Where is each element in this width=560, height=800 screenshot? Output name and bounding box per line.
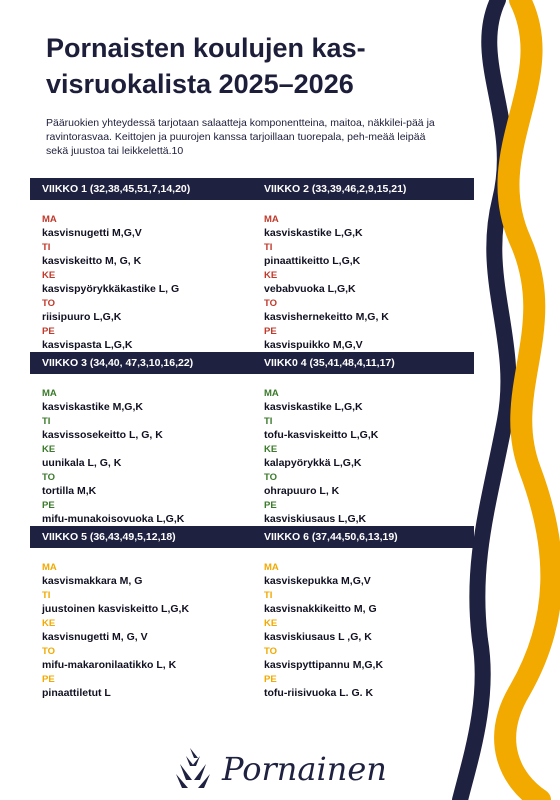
- dish-name: kasvishernekeitto M,G, K: [264, 311, 389, 323]
- dish-name: kasviskeitto M, G, K: [42, 255, 142, 267]
- day-label: PE: [264, 326, 277, 337]
- day-label: TO: [42, 472, 56, 483]
- week-title: VIIKKO 2 (33,39,46,2,9,15,21): [264, 183, 407, 195]
- dish-name: kasvisnugetti M,G,V: [42, 227, 142, 239]
- day-label: TI: [264, 590, 273, 601]
- day-label: KE: [264, 270, 278, 281]
- dish-name: kasvisnakkikeitto M, G: [264, 603, 377, 615]
- day-label: PE: [264, 500, 277, 511]
- day-label: TI: [264, 242, 273, 253]
- dish-name: riisipuuro L,G,K: [42, 311, 122, 323]
- pornainen-logo: [170, 740, 400, 796]
- page-title: Pornaisten koulujen kas-visruokalista 2025–2026: [46, 33, 366, 99]
- day-label: KE: [42, 270, 56, 281]
- dish-name: ohrapuuro L, K: [264, 485, 340, 497]
- day-label: MA: [42, 388, 57, 399]
- week-column: [252, 212, 474, 352]
- week-row: [30, 200, 474, 352]
- day-label: KE: [42, 618, 56, 629]
- day-label: TI: [264, 416, 273, 427]
- week-row: [30, 374, 474, 526]
- day-label: MA: [264, 214, 279, 225]
- day-label: MA: [42, 214, 57, 225]
- day-label: PE: [42, 674, 55, 685]
- week-column: [30, 212, 252, 352]
- dish-name: kasviskastike M,G,K: [42, 401, 143, 413]
- week-column: [252, 560, 474, 700]
- brand-name: Pornainen: [222, 750, 387, 788]
- dish-name: kasviskiusaus L,G,K: [264, 513, 367, 525]
- day-label: TO: [264, 472, 278, 483]
- gold-ribbon: [505, 0, 551, 800]
- week-title: VIIKK0 4 (35,41,48,4,11,17): [264, 357, 395, 369]
- week-title: VIIKKO 5 (36,43,49,5,12,18): [42, 531, 176, 543]
- day-label: KE: [42, 444, 56, 455]
- dish-name: vebabvuoka L,G,K: [264, 283, 356, 295]
- dish-name: juustoinen kasviskeitto L,G,K: [42, 603, 190, 615]
- menu-grid: [30, 178, 474, 700]
- dish-name: tofu-kasviskeitto L,G,K: [264, 429, 379, 441]
- dish-name: kasvispasta L,G,K: [42, 339, 133, 351]
- day-label: PE: [42, 326, 55, 337]
- week-column: [30, 386, 252, 526]
- dish-name: mifu-makaronilaatikko L, K: [42, 659, 177, 671]
- day-label: TO: [264, 646, 278, 657]
- day-label: TI: [42, 590, 51, 601]
- day-label: TI: [42, 416, 51, 427]
- dish-name: kasvismakkara M, G: [42, 575, 143, 587]
- dish-name: uunikala L, G, K: [42, 457, 122, 469]
- day-label: MA: [264, 388, 279, 399]
- day-label: TO: [42, 298, 56, 309]
- dish-name: kasvisnugetti M, G, V: [42, 631, 148, 643]
- day-label: TO: [42, 646, 56, 657]
- dish-name: pinaattikeitto L,G,K: [264, 255, 361, 267]
- day-label: KE: [264, 618, 278, 629]
- week-header-bar: [30, 526, 474, 548]
- dish-name: kasviskiusaus L ,G, K: [264, 631, 372, 643]
- week-title: VIIKKO 3 (34,40, 47,3,10,16,22): [42, 357, 194, 369]
- intro-text: Pääruokien yhteydessä tarjotaan salaatteja komponentteina, maitoa, näkkilei-pää ja ravintorasvaa. Keittojen ja puurojen kanssa tarjoillaan tuorepala, peh-meää leipää sekä juustoa tai leikkelettä.10: [46, 117, 435, 157]
- dish-name: kasvispyttipannu M,G,K: [264, 659, 384, 671]
- week-column: [30, 560, 252, 700]
- week-header-bar: [30, 178, 474, 200]
- dish-name: kasvissosekeitto L, G, K: [42, 429, 163, 441]
- day-label: TI: [42, 242, 51, 253]
- dish-name: kasviskastike L,G,K: [264, 227, 363, 239]
- day-label: KE: [264, 444, 278, 455]
- dish-name: pinaattiletut L: [42, 687, 111, 699]
- day-label: PE: [42, 500, 55, 511]
- dish-name: kasviskepukka M,G,V: [264, 575, 371, 587]
- day-label: TO: [264, 298, 278, 309]
- week-title: VIIKKO 6 (37,44,50,6,13,19): [264, 531, 398, 543]
- dish-name: tortilla M,K: [42, 485, 97, 497]
- day-label: MA: [42, 562, 57, 573]
- dish-name: kasviskastike L,G,K: [264, 401, 363, 413]
- week-row: [30, 548, 474, 700]
- day-label: PE: [264, 674, 277, 685]
- dish-name: mifu-munakoisovuoka L,G,K: [42, 513, 185, 525]
- dish-name: kasvispuikko M,G,V: [264, 339, 363, 351]
- week-header-bar: [30, 352, 474, 374]
- week-column: [252, 386, 474, 526]
- dish-name: kasvispyörykkäkastike L, G: [42, 283, 180, 295]
- dish-name: tofu-riisivuoka L. G. K: [264, 687, 374, 699]
- week-title: VIIKKO 1 (32,38,45,51,7,14,20): [42, 183, 191, 195]
- leaf-icon: [176, 748, 210, 788]
- day-label: MA: [264, 562, 279, 573]
- dish-name: kalapyörykkä L,G,K: [264, 457, 362, 469]
